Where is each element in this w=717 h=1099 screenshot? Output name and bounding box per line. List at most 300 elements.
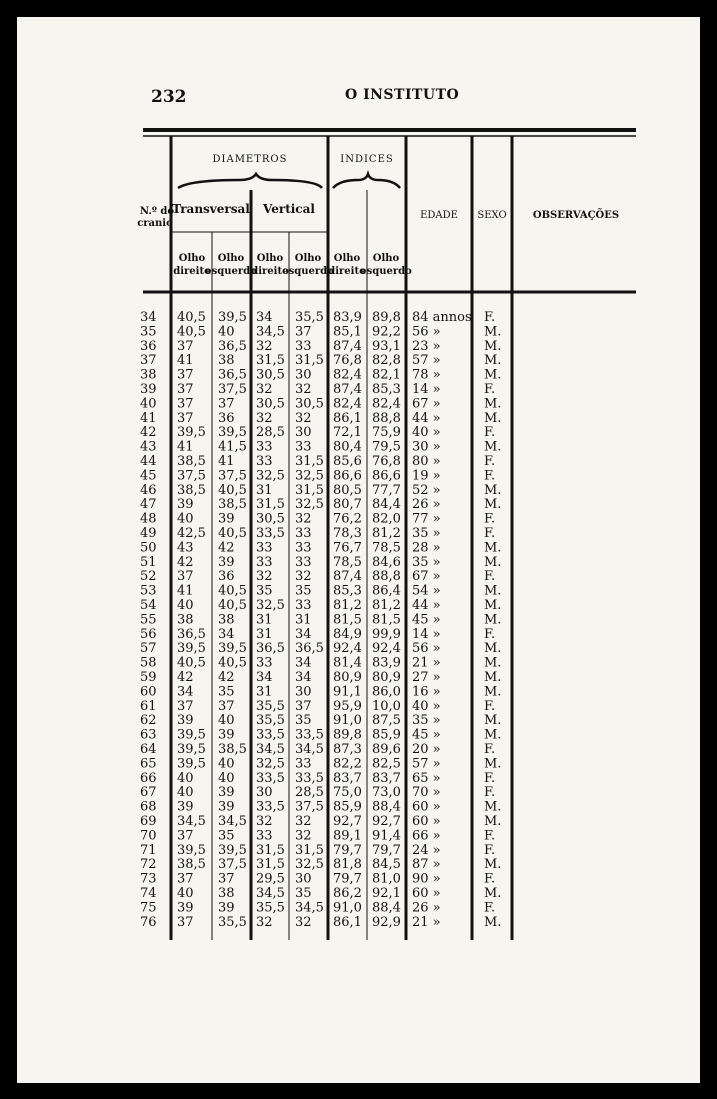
table-cell: 76,7 [333,540,362,556]
table-cell: 37 [177,698,194,714]
table-cell: M. [484,338,502,354]
table-cell: 40 [177,886,194,901]
table-cell: F. [484,511,496,527]
table-row [140,483,501,498]
sub-header: esquerdo [205,266,257,277]
table-cell: 77,7 [372,482,401,498]
table-cell: 38,5 [177,454,206,469]
table-cell: F. [484,425,496,441]
table-cell: 39,5 [218,310,247,325]
table-cell: 95,9 [333,698,362,714]
table-cell: 36,5 [177,626,206,642]
table-cell: 37,5 [218,857,247,873]
table-cell: M. [484,641,502,657]
table-cell: 39,5 [218,842,247,858]
table-cell: M. [484,410,502,426]
table-cell: 77 » [412,511,441,527]
table-cell: 33 [295,338,312,354]
table-cell: 30 [295,871,312,887]
table-cell: 39 [218,799,235,815]
table-cell: 86,4 [372,583,401,599]
table-cell: 37 [177,338,194,354]
table-row [140,814,501,829]
table-cell: 67 » [412,569,441,585]
table-cell: 76,2 [333,511,362,527]
table-cell: 31 [295,612,312,628]
table-cell: 80 » [412,454,441,469]
table-cell: 85,9 [372,727,401,743]
table-cell: 41 [177,583,194,599]
table-cell: 79,7 [333,871,362,887]
table-cell: 87,4 [333,338,362,354]
header-indices: INDICES [340,154,394,165]
table-cell: 19 » [412,468,441,484]
table-cell: 35 » [412,526,441,541]
table-cell: 39 [177,900,194,916]
table-cell: 40 [218,770,235,786]
table-cell: F. [484,454,496,469]
table-cell: F. [484,382,496,397]
table-cell: 57 » [412,756,441,772]
table-cell: 45 [140,468,157,484]
table-cell: 38,5 [218,497,247,513]
table-cell: 38 [140,367,157,383]
table-cell: M. [484,439,502,455]
table-row [140,627,495,642]
table-cell: 86,0 [372,684,401,700]
table-cell: 78,3 [333,526,362,541]
table-cell: 39 [218,785,235,801]
table-cell: 36 [218,569,235,585]
table-cell: 82,4 [372,396,401,412]
table-cell: 33 [295,756,312,772]
table-row [140,915,501,930]
table-cell: F. [484,842,496,858]
table-cell: 80,7 [333,497,362,513]
table-cell: 37 [177,828,194,844]
table-cell: 37 [295,324,312,340]
table-row [140,699,495,714]
table-cell: 86,2 [333,886,362,901]
table-cell: 84,5 [372,857,401,873]
table-cell: 33 [295,439,312,455]
table-cell: 33 [295,598,312,613]
table-cell: 39 [140,382,157,397]
table-cell: 40 [177,598,194,613]
table-cell: 87,4 [333,569,362,585]
table-cell: 31,5 [256,497,285,513]
table-cell: 37 [218,396,235,412]
table-cell: 50 [140,540,157,556]
table-cell: 32 [256,382,273,397]
table-cell: 88,8 [372,410,401,426]
table-cell: 40,5 [218,482,247,498]
table-cell: 86,6 [372,468,401,484]
table-cell: 87,5 [372,713,401,729]
table-cell: 78,5 [333,554,362,570]
table-cell: F. [484,785,496,801]
table-cell: 30 [295,367,312,383]
table-cell: 85,1 [333,324,362,340]
table-cell: 31,5 [295,454,324,469]
table-cell: 80,9 [372,670,401,685]
table-cell: 79,7 [333,842,362,858]
table-row [140,756,501,771]
table-cell: 92,4 [372,641,401,657]
table-cell: 39,5 [218,425,247,441]
table-cell: 29,5 [256,871,285,887]
table-cell: 37 [177,569,194,585]
table-cell: 61 [140,698,157,714]
table-cell: 80,5 [333,482,362,498]
table-row [140,382,495,397]
table-cell: 80,4 [333,439,362,455]
table-cell: 81,8 [333,857,362,873]
table-row [140,771,495,786]
table-cell: 33 [295,540,312,556]
table-cell: 33,5 [256,770,285,786]
table-cell: 54 [140,598,157,613]
table-cell: 43 [140,439,157,455]
table-cell: 32 [295,410,312,426]
table-cell: 33,5 [295,727,324,743]
table-cell: 67 [140,785,157,801]
table-cell: 75 [140,900,157,916]
table-row [140,713,501,728]
table-cell: 39 [218,554,235,570]
table-cell: 81,4 [333,655,362,671]
table-cell: 10,0 [372,698,401,714]
table-cell: 32,5 [256,598,285,613]
table-cell: 28,5 [295,785,324,801]
table-cell: 84 annos [412,310,472,325]
table-row [140,641,501,656]
table-cell: 57 [140,641,157,657]
table-cell: 40,5 [177,310,206,325]
table-cell: 39 [218,511,235,527]
table-cell: 37,5 [295,799,324,815]
table-cell: 33,5 [256,727,285,743]
table-cell: 37,5 [218,468,247,484]
table-cell: 83,9 [372,655,401,671]
table-cell: 91,4 [372,828,401,844]
table-cell: 31,5 [256,353,285,369]
table-cell: 32,5 [295,497,324,513]
table-cell: 35 [256,583,273,599]
table-cell: 31 [256,684,273,700]
table-cell: 32 [295,569,312,585]
table-cell: 88,4 [372,900,401,916]
table-row [140,612,501,627]
table-cell: 92,7 [333,814,362,829]
table-cell: 35,5 [256,900,285,916]
table-cell: 83,7 [333,770,362,786]
table-cell: 32,5 [295,468,324,484]
table-cell: 23 » [412,338,441,354]
table-cell: M. [484,540,502,556]
table-cell: 33 [295,554,312,570]
table-cell: 92,1 [372,886,401,901]
table-cell: 33 [256,655,273,671]
table-cell: 81,2 [372,598,401,613]
table-cell: 32 [256,569,273,585]
table-cell: 40,5 [218,655,247,671]
table-cell: M. [484,914,502,930]
table-row [140,857,501,872]
table-cell: 89,8 [333,727,362,743]
table-cell: 38,5 [218,742,247,757]
sub-header: Olho [217,253,245,264]
table-cell: 66 [140,770,157,786]
table-cell: 35 » [412,554,441,570]
table-cell: 76,8 [372,454,401,469]
table-cell: 33 [256,828,273,844]
table-cell: 48 [140,511,157,527]
table-cell: M. [484,655,502,671]
table-row [140,785,495,800]
table-cell: 66 » [412,828,441,844]
table-cell: 32 [295,914,312,930]
table-cell: 60 » [412,799,441,815]
table-cell: 51 [140,554,157,570]
table-cell: 34,5 [256,886,285,901]
table-cell: 71 [140,842,157,858]
table-cell: 16 » [412,684,441,700]
table-cell: F. [484,698,496,714]
page-title: O INSTITUTO [345,87,460,103]
table-cell: 35 [295,886,312,901]
table-cell: 30,5 [256,511,285,527]
table-cell: 34,5 [295,900,324,916]
table-row [140,555,501,570]
table-cell: 38,5 [177,482,206,498]
table-cell: 78 » [412,367,441,383]
table-cell: 43 [177,540,194,556]
table-cell: F. [484,900,496,916]
sub-header: direito [328,266,366,277]
table-cell: 75,9 [372,425,401,441]
table-cell: 33 [256,454,273,469]
table-cell: 57 » [412,353,441,369]
table-row [140,353,501,368]
table-cell: 36,5 [218,338,247,354]
table-cell: 31,5 [295,353,324,369]
table-cell: 40 [218,756,235,772]
table-cell: 32 [256,338,273,354]
table-cell: M. [484,482,502,498]
table-cell: 40 [218,324,235,340]
table-cell: 40 [218,713,235,729]
table-cell: M. [484,353,502,369]
table-cell: M. [484,612,502,628]
table-cell: 47 [140,497,157,513]
header-diametros: DIAMETROS [212,154,288,165]
table-cell: M. [484,583,502,599]
table-cell: 40 » [412,698,441,714]
table-cell: 34,5 [177,814,206,829]
table-cell: 35 [295,713,312,729]
table-cell: 68 [140,799,157,815]
table-cell: 60 » [412,886,441,901]
table-cell: 34,5 [256,324,285,340]
table-cell: 31,5 [256,842,285,858]
table-cell: 85,3 [372,382,401,397]
table-cell: M. [484,324,502,340]
table-cell: 21 » [412,914,441,930]
table-row [140,411,501,426]
table-row [140,886,501,901]
table-cell: 39,5 [177,842,206,858]
table-cell: 31 [256,612,273,628]
table-cell: M. [484,497,502,513]
table-cell: 85,9 [333,799,362,815]
table-cell: 20 » [412,742,441,757]
table-cell: 36,5 [218,367,247,383]
table-cell: 38,5 [177,857,206,873]
table-cell: 33,5 [295,770,324,786]
table-cell: 40 [177,511,194,527]
table-cell: M. [484,598,502,613]
table-cell: 67 » [412,396,441,412]
table-cell: 21 » [412,655,441,671]
indices-brace [333,174,400,188]
table-cell: 44 » [412,410,441,426]
header-cranio-line1: N.º do [139,206,175,217]
table-cell: 30,5 [256,367,285,383]
table-row [140,454,495,469]
header-transversal: Transversal [172,202,250,216]
table-cell: 64 [140,742,157,757]
table-cell: 41 [177,353,194,369]
table-cell: 34,5 [218,814,247,829]
table-cell: 27 » [412,670,441,685]
table-cell: 42 [218,670,235,685]
table-cell: 40,5 [177,655,206,671]
table-cell: 81,0 [372,871,401,887]
table-cell: 87 » [412,857,441,873]
sub-headers [173,253,412,277]
table-cell: 35 [295,583,312,599]
table-cell: 87,3 [333,742,362,757]
table-cell: 32 [256,410,273,426]
table-cell: 82,1 [372,367,401,383]
table-cell: 79,5 [372,439,401,455]
table-cell: 86,6 [333,468,362,484]
table-cell: M. [484,554,502,570]
table-cell: 32 [256,914,273,930]
table-cell: 87,4 [333,382,362,397]
table-cell: 83,7 [372,770,401,786]
table-cell: 45 » [412,727,441,743]
table-cell: 38 [177,612,194,628]
table-cell: 91,0 [333,713,362,729]
table-cell: 32,5 [256,468,285,484]
table-cell: M. [484,756,502,772]
table-cell: 40,5 [218,598,247,613]
table-cell: 32 [295,828,312,844]
table-cell: 28,5 [256,425,285,441]
table-cell: 35 [218,684,235,700]
table-cell: 52 [140,569,157,585]
table-cell: 34 [218,626,235,642]
table-cell: 38 [218,886,235,901]
table-cell: 39,5 [177,641,206,657]
table-cell: 73,0 [372,785,401,801]
table-cell: 35,5 [218,914,247,930]
table-cell: 32 [295,382,312,397]
table-cell: 42,5 [177,526,206,541]
table-cell: F. [484,526,496,541]
table-cell: 56 » [412,324,441,340]
table-cell: 82,4 [333,367,362,383]
table-cell: 33,5 [256,526,285,541]
table-cell: 86,1 [333,410,362,426]
table-cell: 31,5 [295,482,324,498]
table-cell: 85,6 [333,454,362,469]
table-cell: 41 [177,439,194,455]
table-cell: 75,0 [333,785,362,801]
table-cell: 39 [177,497,194,513]
table-cell: 56 [140,626,157,642]
header-sexo: SEXO [477,210,507,221]
table-row [140,339,501,354]
table-cell: 55 [140,612,157,628]
table-row [140,396,501,411]
table-row [140,324,501,339]
table-cell: 65 [140,756,157,772]
table-cell: 37 [177,410,194,426]
table-cell: 32 [295,814,312,829]
table-cell: 82,2 [333,756,362,772]
table-row [140,828,495,843]
table-cell: 40 [177,770,194,786]
sub-header: Olho [256,253,284,264]
table-cell: 82,0 [372,511,401,527]
table-cell: M. [484,886,502,901]
table-cell: 92,2 [372,324,401,340]
table-cell: 91,1 [333,684,362,700]
table-cell: 92,4 [333,641,362,657]
table-cell: M. [484,367,502,383]
table-cell: 33 [256,554,273,570]
table-cell: 37 [177,396,194,412]
table-body [140,310,501,930]
table-cell: 69 [140,814,157,829]
table-cell: 36,5 [256,641,285,657]
table-cell: 24 » [412,842,441,858]
table-cell: 35 » [412,713,441,729]
table-cell: 74 [140,886,157,901]
table-cell: 37 [177,871,194,887]
table-row [140,872,495,887]
table-cell: 39 [177,713,194,729]
table-cell: 35,5 [256,713,285,729]
table-cell: 84,9 [333,626,362,642]
table-cell: 88,4 [372,799,401,815]
table-row [140,728,501,743]
table-cell: M. [484,713,502,729]
table-row [140,656,501,671]
table-row [140,670,501,685]
table-row [140,598,501,613]
table-cell: 45 » [412,612,441,628]
table-row [140,468,495,483]
table-cell: 34 [177,684,194,700]
table-cell: 59 [140,670,157,685]
sub-header: Olho [294,253,322,264]
table-cell: 39,5 [177,727,206,743]
table-cell: 38 [218,612,235,628]
